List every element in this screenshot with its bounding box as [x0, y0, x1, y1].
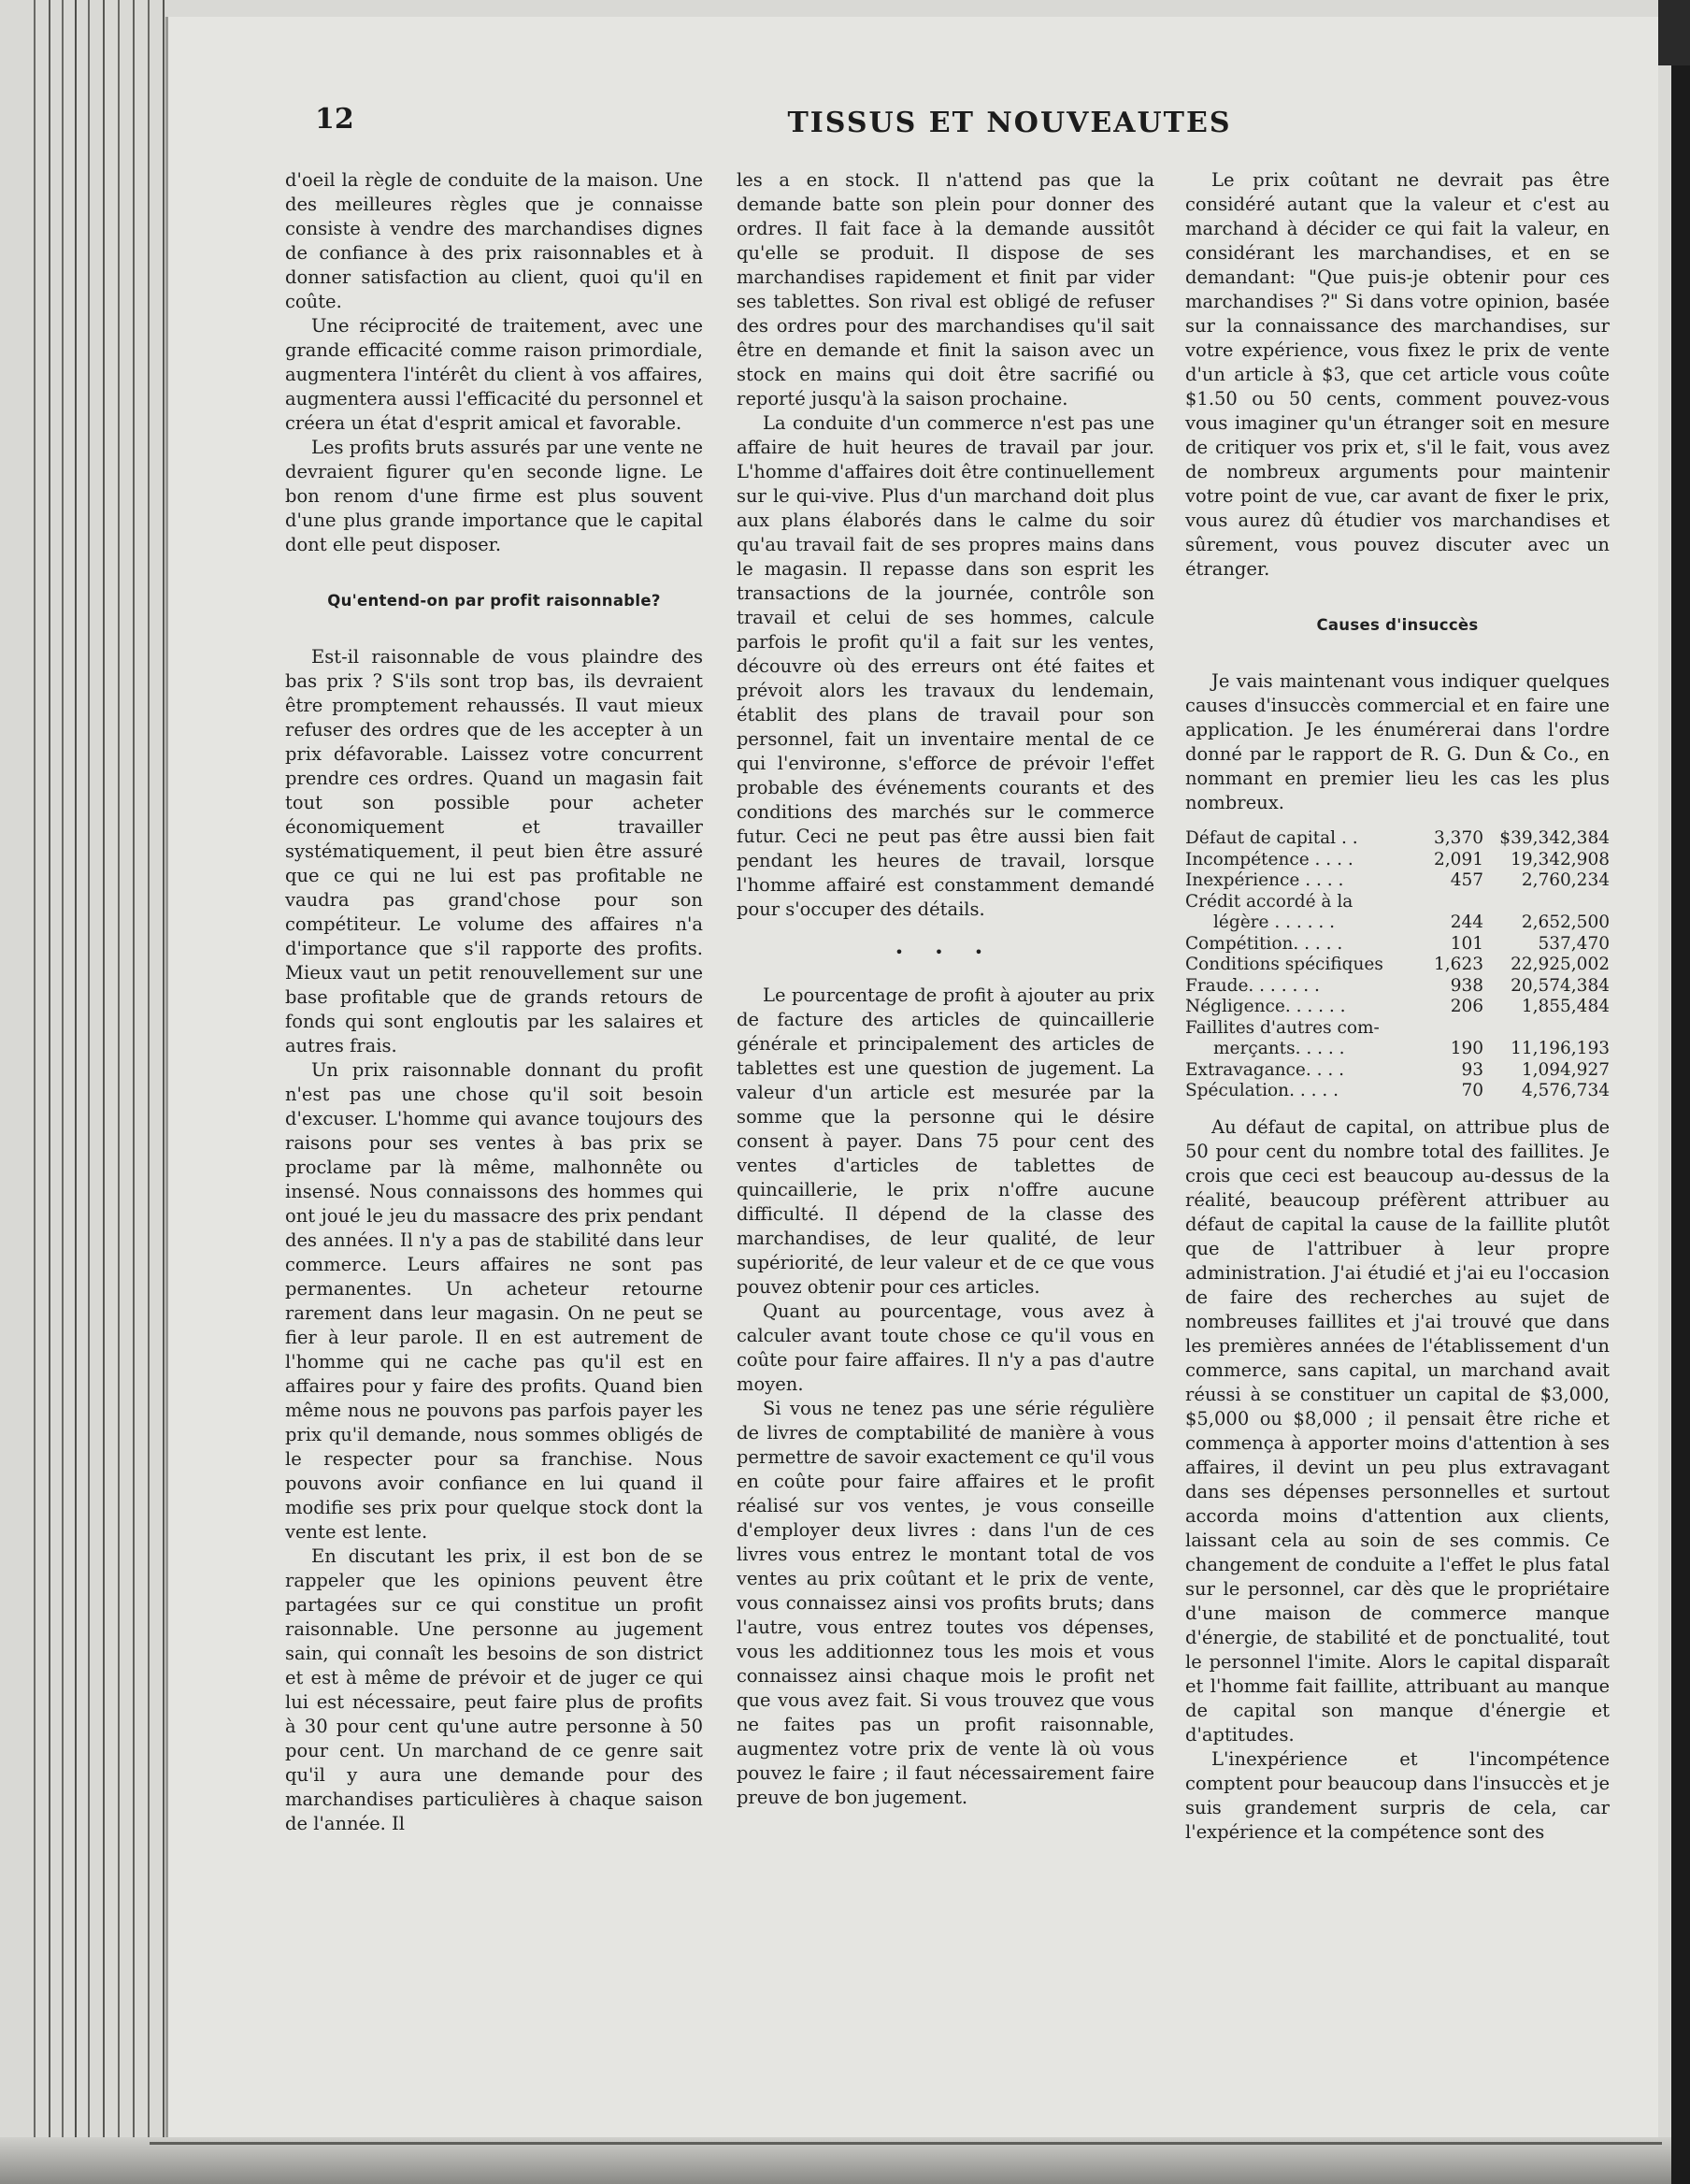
liabilities-amount — [1483, 1018, 1610, 1040]
table-row — [1185, 828, 1610, 850]
liabilities-amount: 2,652,500 — [1521, 912, 1610, 932]
table-row — [1185, 934, 1610, 956]
cause-label: légère . . . . . . — [1213, 912, 1336, 932]
failure-count: 2,091 — [1434, 849, 1483, 869]
cause-label: merçants. . . . . — [1213, 1039, 1345, 1058]
paragraph: Une réciprocité de traitement, avec une grande efficacité comme raison primordiale, augmentera l'intérêt du client à vos affaires, augmentera aussi l'efficacité du personnel et créera un état d'esprit amical et favorable. — [285, 315, 703, 434]
failure-count: 70 — [1461, 1081, 1483, 1100]
paragraph: Quant au pourcentage, vous avez à calculer avant toute chose ce qu'il vous en coûte pour faire affaires. Il n'y a pas d'autre moyen. — [737, 1300, 1154, 1395]
table-row — [1185, 850, 1610, 871]
failure-count: 93 — [1461, 1059, 1483, 1080]
failure-count: 190 — [1450, 1039, 1483, 1058]
table-row — [1185, 955, 1610, 976]
liabilities-amount: 22,925,002 — [1511, 955, 1610, 974]
paragraph: Je vais maintenant vous indiquer quelques causes d'insuccès commercial et en faire une application. Je les énumérerai dans l'ordre donné par le rapport de R. G. Dun & Co., en nommant en premier lieu les cas les plus nombreux. — [1185, 670, 1610, 813]
table-row — [1185, 892, 1610, 913]
liabilities-amount: 20,574,384 — [1511, 975, 1610, 996]
paragraph: L'inexpérience et l'incompétence comptent pour beaucoup dans l'insuccès et je suis grandement surpris de cela, car l'expérience et la compétence sont des — [1185, 1747, 1610, 1843]
cause-label: Incompétence . . . . — [1185, 849, 1353, 869]
paragraph: les a en stock. Il n'attend pas que la demande batte son plein pour donner des ordres. Il fait face à la demande aussitôt qu'elle se produit. Il dispose de ses marchandises rapidement et finit par vider ses tablettes. Son rival est obligé de refuser des ordres pour des marchandises qu'il sait être en demande et finit la saison avec un stock en mains qui doit être sacrifié ou reporté jusqu'à la saison prochaine. — [737, 169, 1154, 410]
page-number: 12 — [315, 103, 354, 136]
liabilities-amount — [1483, 892, 1610, 913]
running-title: TISSUS ET NOUVEAUTES — [787, 107, 1232, 139]
table-row — [1185, 997, 1610, 1018]
table-row — [1185, 870, 1610, 892]
failure-count: 457 — [1450, 870, 1483, 890]
cause-label: Négligence. . . . . . — [1185, 997, 1346, 1016]
paragraph: En discutant les prix, il est bon de se rappeler que les opinions peuvent être partagées sur ce qui constitue un profit raisonnable. Une personne au jugement sain, qui connaît les besoins de son district et est à même de prévoir et de juger ce qui lui est nécessaire, peut faire plus de profits à 30 pour cent qu'une autre personne à 50 pour cent. Un marchand de ce genre sait qu'il y aura une demande pour des marchandises particulières à chaque saison de l'année. Il — [285, 1545, 703, 1834]
section-separator: • • • — [895, 943, 996, 961]
failure-causes-table — [1185, 828, 1610, 1102]
paragraph: Au défaut de capital, on attribue plus de 50 pour cent du nombre total des faillites. Je crois que ceci est beaucoup au-dessus de la réalité, beaucoup préfèrent attribuer au défaut de capital la cause de la faillite plutôt que de l'attribuer à leur propre administration. J'ai étudié et j'ai eu l'occasion de faire des recherches au sujet de nombreuses faillites et j'ai trouvé que dans les premières années de l'établissement d'un commerce, sans capital, un marchand avait réussi à se constituer un capital de $3,000, $5,000 ou $8,000 ; il pensait être riche et commença à apporter moins d'attention à ses affaires, il devint un peu plus extravagant dans ses dépenses personnelles et surtout accorda moins d'attention aux clients, laissant cela au soin de ses commis. Ce changement de conduite a l'effet le plus fatal sur le personnel, car dès que le propriétaire d'une maison de commerce manque d'énergie, de stabilité et de ponctualité, tout le personnel l'imite. Alors le capital disparaît et l'homme fait faillite, attribuant au manque de capital son manque d'énergie et d'aptitudes. — [1185, 1115, 1610, 1746]
paragraph: Les profits bruts assurés par une vente ne devraient figurer qu'en seconde ligne. Le bon renom d'une firme est plus souvent d'une plus grande importance que le capital dont elle peut disposer. — [285, 437, 703, 555]
failure-count: 938 — [1450, 975, 1483, 996]
cause-label: Spéculation. . . . . — [1185, 1081, 1339, 1100]
paragraph: d'oeil la règle de conduite de la maison. Une des meilleures règles que je connaisse consiste à vendre des marchandises dignes de confiance à des prix raisonnables et à donner satisfaction au client, quoi qu'il en coûte. — [285, 169, 703, 312]
scanner-corner — [1658, 0, 1690, 65]
table-row — [1185, 912, 1610, 934]
table-row — [1185, 1060, 1610, 1082]
cause-label: Faillites d'autres com- — [1185, 1017, 1380, 1038]
cause-label: Compétition. . . . . — [1185, 933, 1343, 954]
failure-count: 1,623 — [1434, 955, 1483, 974]
section-subheading: Causes d'insuccès — [1316, 616, 1479, 634]
table-row — [1185, 976, 1610, 998]
failure-count: 244 — [1450, 912, 1483, 932]
table-row — [1185, 1018, 1610, 1040]
failure-count: 206 — [1450, 997, 1483, 1016]
cause-label: Défaut de capital . . — [1185, 828, 1358, 848]
cause-label: Extravagance. . . . — [1185, 1059, 1344, 1080]
liabilities-amount: 2,760,234 — [1521, 870, 1610, 890]
liabilities-amount: $39,342,384 — [1499, 828, 1610, 848]
scanner-border — [1671, 0, 1690, 2184]
cause-label: Inexpérience . . . . — [1185, 870, 1344, 890]
section-subheading: Qu'entend-on par profit raisonnable? — [327, 592, 661, 610]
liabilities-amount: 537,470 — [1538, 933, 1610, 954]
paragraph: Un prix raisonnable donnant du profit n'est pas une chose qu'il soit besoin d'excuser. L'homme qui avance toujours des raisons pour ses ventes à bas prix se proclame par là même, malhonnête ou insensé. Nous connaissons des hommes qui ont joué le jeu du massacre des prix pendant des années. Il n'y a pas de stabilité dans leur commerce. Leurs affaires ne sont pas permanentes. Un acheteur retourne rarement dans leur magasin. On ne peut se fier à leur parole. Il en est autrement de l'homme qui ne cache pas qu'il est en affaires pour y faire des profits. Quand bien même nous ne pouvons pas parfois payer les prix qu'il demande, nous sommes obligés de le respecter pour sa franchise. Nous pouvons avoir confiance en lui quand il modifie ses prix pour quelque stock dont la vente est lente. — [285, 1059, 703, 1543]
liabilities-amount: 1,855,484 — [1521, 997, 1610, 1016]
liabilities-amount: 11,196,193 — [1511, 1039, 1610, 1058]
failure-count: 101 — [1450, 933, 1483, 954]
paragraph: Le pourcentage de profit à ajouter au prix de facture des articles de quincaillerie générale et principalement des articles de tablettes est une question de jugement. La valeur d'un article est mesurée par la somme que la personne qui le désire consent à payer. Dans 75 pour cent des ventes d'articles de tablettes de quincaillerie, le prix n'offre aucune difficulté. Il dépend de la classe des marchandises, de leur qualité, de leur supériorité, de leur valeur et de ce que vous pouvez obtenir pour ces articles. — [737, 984, 1154, 1298]
table-row — [1185, 1039, 1610, 1060]
paragraph: Si vous ne tenez pas une série régulière de livres de comptabilité de manière à vous permettre de savoir exactement ce qu'il vous en coûte pour faire affaires et le profit réalisé sur vos ventes, je vous conseille d'employer deux livres : dans l'un de ces livres vous entrez le montant total de vos ventes au prix coûtant et le prix de vente, vous connaissez ainsi vos profits bruts; dans l'autre, vous entrez toutes vos dépenses, vous les additionnez tous les mois et vous connaissez ainsi chaque mois le profit net que vous avez fait. Si vous trouvez que vous ne faites pas un profit raisonnable, augmentez votre prix de vente là où vous pouvez le faire ; il faut nécessairement faire preuve de bon jugement. — [737, 1398, 1154, 1808]
failure-count — [1434, 1018, 1483, 1040]
liabilities-amount: 1,094,927 — [1521, 1059, 1610, 1080]
liabilities-amount: 4,576,734 — [1521, 1081, 1610, 1100]
paragraph: Est-il raisonnable de vous plaindre des bas prix ? S'ils sont trop bas, ils devraient être promptement rehaussés. Il vaut mieux refuser des ordres que de les accepter à un prix défavorable. Laissez votre concurrent prendre ces ordres. Quand un magasin fait tout son possible pour acheter économiquement et travailler systématiquement, il peut bien être assuré que ce qui ne lui est pas profitable ne vaudra pas grand'chose pour son compétiteur. Le volume des affaires n'a d'importance que s'il rapporte des profits. Mieux vaut un petit renouvellement sur une base profitable que de grands retours de fonds qui sont engloutis par les salaires et autres frais. — [285, 646, 703, 1056]
cause-label: Conditions spécifiques — [1185, 955, 1383, 974]
column-3 — [1185, 168, 1610, 1845]
failure-count — [1434, 892, 1483, 913]
paragraph: Le prix coûtant ne devrait pas être considéré autant que la valeur et c'est au marchand à décider ce qui fait la valeur, en considérant les marchandises, et en se demandant: "Que puis-je obtenir pour ces marchandises ?" Si dans votre opinion, basée sur la connaissance des marchandises, sur votre expérience, vous fixez le prix de vente d'un article à $3, que cet article vous coûte $1.50 ou 50 cents, comment pouvez-vous vous imaginer qu'un étranger soit en mesure de critiquer vos prix et, s'il le fait, vous avez de nombreux arguments pour maintenir votre point de vue, car avant de fixer le prix, vous aurez dû étudier vos marchandises et sûrement, vous pouvez discuter avec un étranger. — [1185, 169, 1610, 580]
cause-label: Crédit accordé à la — [1185, 891, 1353, 912]
failure-count: 3,370 — [1434, 828, 1483, 848]
paragraph: La conduite d'un commerce n'est pas une affaire de huit heures de travail par jour. L'homme d'affaires doit être continuellement sur le qui-vive. Plus d'un marchand doit plus aux plans élaborés dans le calme du soir qu'au travail fait de ses propres mains dans le magasin. Il repasse dans son esprit les transactions de la journée, contrôle son travail et celui de ses hommes, calcule parfois le profit qu'il a fait sur les ventes, découvre où des erreurs ont été faites et prévoit alors les travaux du lendemain, établit des plans de travail pour son personnel, fait un inventaire mental de ce qui l'environne, s'efforce de prévoir l'effet probable des événements courants et des conditions des marchés sur le commerce futur. Ceci ne peut pas être aussi bien fait pendant les heures de travail, lorsque l'homme affairé est constamment demandé pour s'occuper des détails. — [737, 412, 1154, 920]
table-row — [1185, 1081, 1610, 1102]
page-bottom-line — [150, 2142, 1662, 2145]
column-1 — [285, 168, 703, 1836]
liabilities-amount: 19,342,908 — [1511, 849, 1610, 869]
cause-label: Fraude. . . . . . . — [1185, 975, 1320, 996]
column-2 — [737, 168, 1154, 1810]
